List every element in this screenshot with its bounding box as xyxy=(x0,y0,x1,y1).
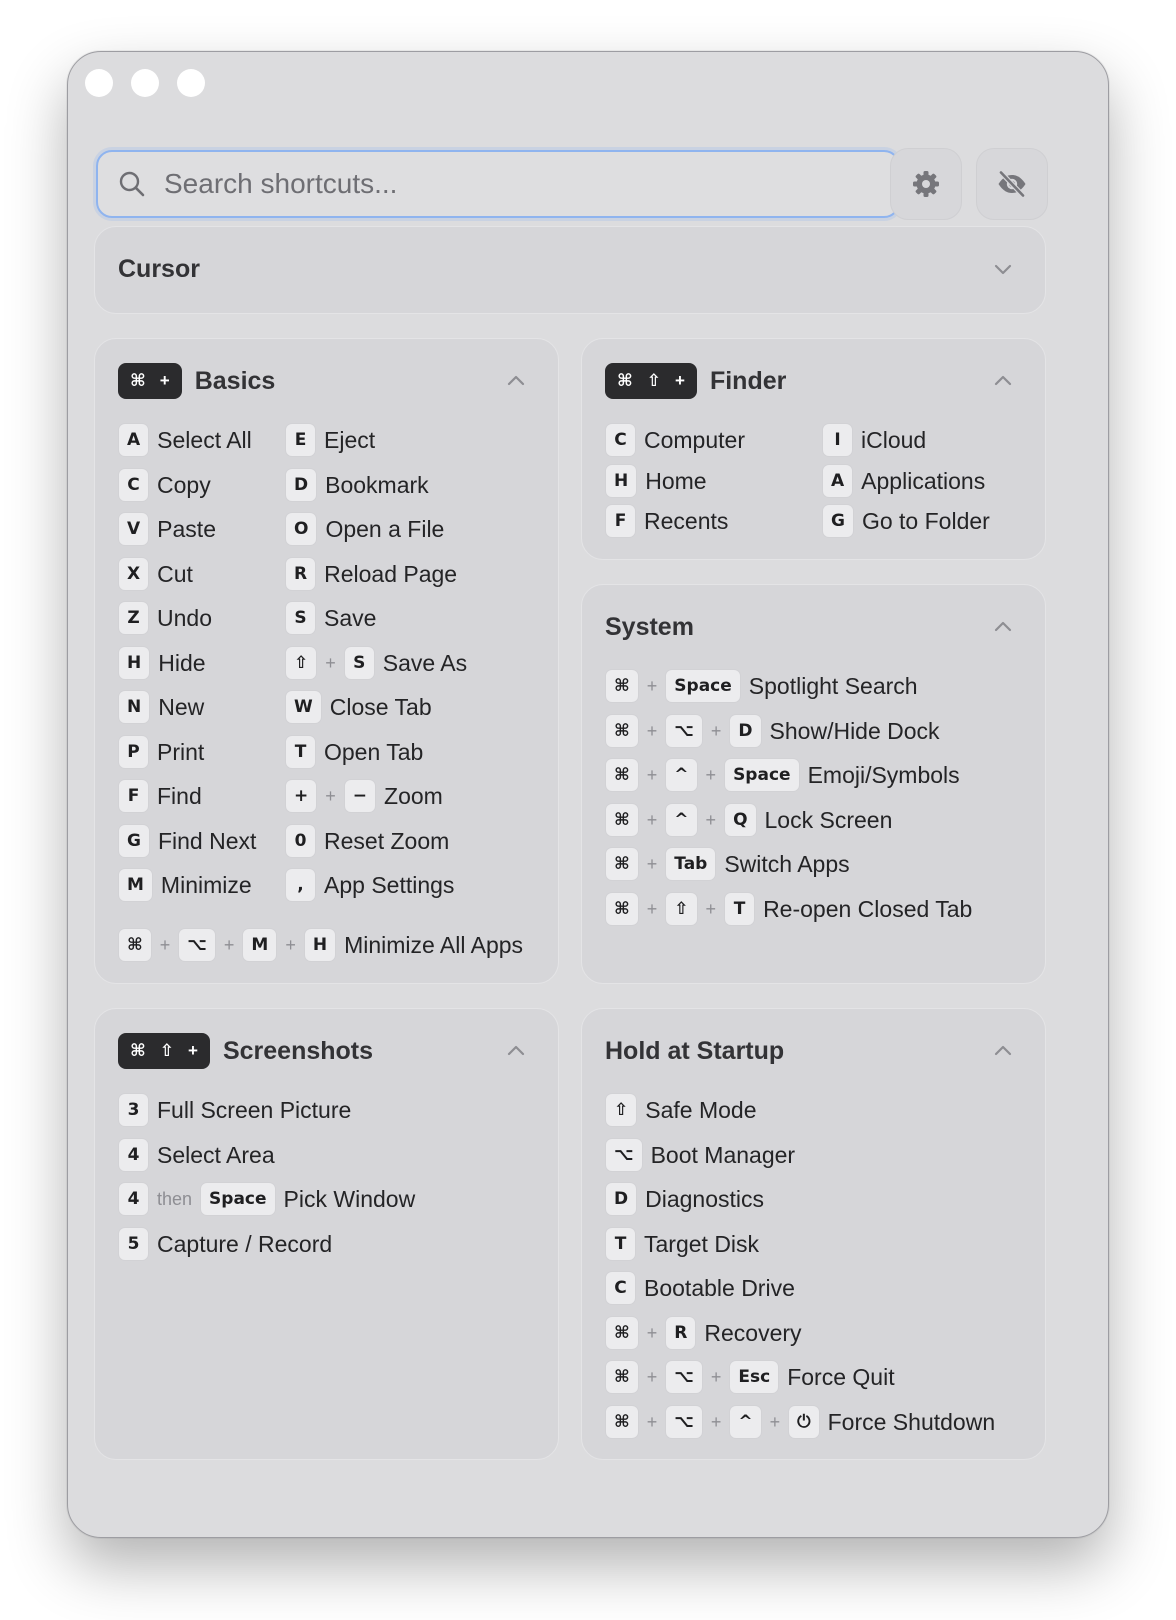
shortcut-label: Recovery xyxy=(704,1319,802,1346)
shortcut-label: Close Tab xyxy=(329,693,432,720)
shortcut-label: Computer xyxy=(644,426,745,453)
key-cap: S xyxy=(344,646,375,680)
shortcut-label: Bookmark xyxy=(325,471,429,498)
shortcut-row xyxy=(118,823,256,859)
key-cap: Z xyxy=(118,601,149,635)
shortcut-row xyxy=(118,927,523,963)
cursor-title: Cursor xyxy=(118,254,200,283)
shortcut-label: Select All xyxy=(157,426,252,453)
startup-title: Hold at Startup xyxy=(605,1036,785,1065)
key-cap: 5 xyxy=(118,1227,149,1261)
key-cap: 3 xyxy=(118,1093,149,1127)
key-cap: E xyxy=(285,423,316,457)
badge-key: + xyxy=(188,1041,198,1060)
key-cap: Q xyxy=(724,803,756,837)
shortcut-row xyxy=(605,1315,802,1351)
plus-separator: + xyxy=(325,785,336,806)
plus-separator: + xyxy=(705,898,717,919)
shortcut-row xyxy=(285,689,432,725)
shortcut-row xyxy=(285,467,429,503)
shortcut-row xyxy=(605,891,972,927)
zoom-window-button[interactable] xyxy=(177,69,205,97)
shortcut-label: Bootable Drive xyxy=(644,1274,795,1301)
key-cap: R xyxy=(665,1316,696,1350)
key-cap: ⌥ xyxy=(665,714,703,748)
key-cap: ⌥ xyxy=(665,1405,703,1439)
shortcut-label: Reset Zoom xyxy=(324,827,450,854)
startup-section xyxy=(581,1008,1046,1460)
key-cap: T xyxy=(724,892,755,926)
shortcut-label: Find xyxy=(157,782,202,809)
shortcut-row xyxy=(118,600,212,636)
plus-separator: + xyxy=(710,720,722,741)
screenshots-header[interactable] xyxy=(118,1031,528,1071)
chevron-up-icon[interactable] xyxy=(504,369,528,393)
basics-title: Basics xyxy=(194,366,276,395)
key-cap: ⌘ xyxy=(605,1405,639,1439)
key-cap: 4 xyxy=(118,1182,149,1216)
chevron-up-icon[interactable] xyxy=(991,369,1015,393)
key-cap: D xyxy=(285,468,317,502)
key-cap: ⌥ xyxy=(178,928,216,962)
shortcut-label: Reload Page xyxy=(324,560,458,587)
shortcut-row xyxy=(822,463,985,499)
plus-separator: + xyxy=(646,1411,658,1432)
shortcut-row xyxy=(118,734,204,770)
key-cap: A xyxy=(118,423,149,457)
shortcut-row xyxy=(605,1270,795,1306)
close-window-button[interactable] xyxy=(85,69,113,97)
badge-key: ⌘ xyxy=(617,371,633,390)
shortcut-row xyxy=(605,1226,759,1262)
shortcut-row xyxy=(118,556,193,592)
search-bar[interactable] xyxy=(96,150,900,218)
shortcut-label: Copy xyxy=(157,471,211,498)
key-cap: ⌘ xyxy=(605,847,639,881)
shortcut-row xyxy=(605,503,728,539)
shortcut-row xyxy=(605,757,960,793)
system-header[interactable] xyxy=(605,607,1015,647)
shortcut-label: iCloud xyxy=(861,426,927,453)
minimize-window-button[interactable] xyxy=(131,69,159,97)
key-cap: Space xyxy=(724,758,800,792)
key-cap: − xyxy=(344,779,376,813)
shortcut-label: Spotlight Search xyxy=(748,672,918,699)
shortcut-label: Find Next xyxy=(157,827,257,854)
key-cap: ⌥ xyxy=(605,1138,643,1172)
shortcut-row xyxy=(605,846,850,882)
system-title: System xyxy=(605,612,694,641)
plus-separator: + xyxy=(646,809,658,830)
plus-separator: + xyxy=(646,675,658,696)
shortcut-row xyxy=(822,422,926,458)
shortcut-row xyxy=(605,1404,995,1440)
shortcut-row xyxy=(118,511,216,547)
system-section xyxy=(581,584,1046,984)
shortcut-label: Go to Folder xyxy=(861,507,990,534)
then-separator: then xyxy=(157,1188,193,1209)
key-cap: H xyxy=(118,646,150,680)
shortcut-row xyxy=(605,463,707,499)
shortcut-label: Applications xyxy=(861,467,986,494)
shortcut-row xyxy=(605,713,940,749)
window-controls xyxy=(85,69,205,97)
shortcut-row xyxy=(118,1181,415,1217)
key-cap: ⌘ xyxy=(605,892,639,926)
plus-separator: + xyxy=(285,934,296,955)
shortcut-label: Capture / Record xyxy=(157,1230,333,1257)
shortcut-label: Undo xyxy=(157,604,212,631)
hide-button[interactable] xyxy=(976,148,1048,220)
plus-separator: + xyxy=(646,720,658,741)
shortcut-label: Cut xyxy=(157,560,193,587)
key-cap: ^ xyxy=(665,803,697,837)
eye-slash-icon xyxy=(996,168,1028,200)
shortcut-label: Zoom xyxy=(384,782,443,809)
shortcut-label: Target Disk xyxy=(644,1230,760,1257)
shortcut-row xyxy=(285,556,457,592)
shortcut-row xyxy=(118,645,206,681)
shortcut-row xyxy=(285,778,443,814)
shortcut-label: Re-open Closed Tab xyxy=(763,895,973,922)
shortcut-row xyxy=(118,1226,332,1262)
shortcut-label: Boot Manager xyxy=(650,1141,796,1168)
key-cap: , xyxy=(285,868,316,902)
plus-separator: + xyxy=(646,898,658,919)
shortcut-label: Full Screen Picture xyxy=(157,1096,352,1123)
shortcut-row xyxy=(605,422,745,458)
key-cap: 4 xyxy=(118,1138,149,1172)
key-cap: Tab xyxy=(665,847,716,881)
shortcut-label: Open a File xyxy=(325,515,445,542)
basics-section xyxy=(94,338,559,984)
plus-separator: + xyxy=(646,764,658,785)
key-cap: + xyxy=(285,779,317,813)
shortcut-row xyxy=(822,503,990,539)
key-cap: ^ xyxy=(665,758,697,792)
shortcut-row xyxy=(118,1137,275,1173)
shortcut-row xyxy=(285,422,375,458)
key-cap: Esc xyxy=(729,1360,779,1394)
key-cap: R xyxy=(285,557,316,591)
key-cap: C xyxy=(605,423,636,457)
shortcut-label: Safe Mode xyxy=(645,1096,757,1123)
key-cap: Space xyxy=(200,1182,276,1216)
shortcut-label: Save xyxy=(324,604,377,631)
key-cap: ⌘ xyxy=(605,803,639,837)
key-cap: O xyxy=(285,512,317,546)
key-cap: H xyxy=(605,464,637,498)
badge-key: ⌘ xyxy=(130,371,146,390)
plus-separator: + xyxy=(223,934,235,955)
startup-header[interactable] xyxy=(605,1031,1015,1071)
key-cap: ⇧ xyxy=(665,892,697,926)
key-cap: ⇧ xyxy=(285,646,317,680)
shortcut-label: Open Tab xyxy=(324,738,424,765)
basics-header[interactable] xyxy=(118,361,528,401)
shortcut-row xyxy=(605,802,892,838)
shortcut-row xyxy=(605,1137,795,1173)
key-cap: W xyxy=(285,690,322,724)
shortcut-label: Save As xyxy=(382,649,468,676)
shortcut-label: Switch Apps xyxy=(724,850,850,877)
shortcut-row xyxy=(285,823,449,859)
key-cap: ⌥ xyxy=(665,1360,703,1394)
shortcut-row xyxy=(605,668,918,704)
key-cap: ⇧ xyxy=(605,1093,637,1127)
key-cap: G xyxy=(822,504,854,538)
plus-separator: + xyxy=(325,652,336,673)
chevron-up-icon[interactable] xyxy=(991,615,1015,639)
shortcut-label: Lock Screen xyxy=(764,806,893,833)
key-cap: H xyxy=(304,928,336,962)
search-input[interactable] xyxy=(164,168,844,200)
chevron-up-icon[interactable] xyxy=(504,1039,528,1063)
key-cap: P xyxy=(118,735,149,769)
shortcut-row xyxy=(118,778,202,814)
key-cap: S xyxy=(285,601,316,635)
shortcut-row xyxy=(285,734,423,770)
shortcut-label: Home xyxy=(645,467,707,494)
key-cap: Space xyxy=(665,669,741,703)
key-cap: ⌘ xyxy=(605,758,639,792)
key-cap: ⌘ xyxy=(605,1316,639,1350)
screenshots-section xyxy=(94,1008,559,1460)
plus-separator: + xyxy=(159,934,171,955)
key-cap: G xyxy=(118,824,150,858)
badge-key: ⇧ xyxy=(159,1041,175,1060)
key-cap: F xyxy=(605,504,636,538)
shortcut-row xyxy=(118,867,252,903)
shortcut-label: Show/Hide Dock xyxy=(769,717,940,744)
shortcut-row xyxy=(285,867,454,903)
search-icon xyxy=(118,170,146,198)
chevron-down-icon[interactable] xyxy=(991,257,1015,281)
shortcut-label: Hide xyxy=(158,649,206,676)
finder-header[interactable] xyxy=(605,361,1015,401)
shortcut-row xyxy=(285,645,467,681)
key-cap: V xyxy=(118,512,149,546)
badge-key: ⇧ xyxy=(646,371,662,390)
shortcut-row xyxy=(605,1359,895,1395)
key-cap: N xyxy=(118,690,150,724)
plus-separator: + xyxy=(769,1411,781,1432)
key-cap: I xyxy=(822,423,853,457)
modifier-badge xyxy=(118,1033,210,1069)
shortcut-label: Eject xyxy=(324,426,376,453)
shortcuts-window xyxy=(67,51,1109,1538)
key-cap: ⌘ xyxy=(118,928,152,962)
plus-separator: + xyxy=(646,1366,658,1387)
shortcut-row xyxy=(118,467,211,503)
shortcut-label: Pick Window xyxy=(283,1185,416,1212)
shortcut-label: New xyxy=(158,693,205,720)
settings-button[interactable] xyxy=(890,148,962,220)
key-cap: T xyxy=(605,1227,636,1261)
shortcut-row xyxy=(285,511,444,547)
modifier-badge xyxy=(605,363,697,399)
shortcut-row xyxy=(118,1092,351,1128)
badge-key: + xyxy=(159,371,170,390)
gear-icon xyxy=(910,168,942,200)
shortcut-label: Print xyxy=(157,738,205,765)
shortcut-label: Force Quit xyxy=(787,1363,895,1390)
shortcut-label: App Settings xyxy=(324,871,455,898)
key-cap: C xyxy=(118,468,149,502)
badge-key: + xyxy=(675,371,685,390)
shortcut-label: Minimize xyxy=(160,871,252,898)
shortcut-label: Force Shutdown xyxy=(827,1408,996,1435)
shortcut-row xyxy=(605,1181,764,1217)
shortcut-row xyxy=(605,1092,757,1128)
modifier-badge xyxy=(118,363,182,399)
shortcut-row xyxy=(118,689,204,725)
cursor-header[interactable] xyxy=(118,249,1015,289)
key-cap: D xyxy=(729,714,761,748)
plus-separator: + xyxy=(705,764,717,785)
key-cap: C xyxy=(605,1271,636,1305)
plus-separator: + xyxy=(646,853,658,874)
shortcut-label: Paste xyxy=(157,515,216,542)
key-cap: ⌘ xyxy=(605,714,639,748)
finder-title: Finder xyxy=(709,366,787,395)
badge-key: ⌘ xyxy=(130,1041,146,1060)
shortcut-label: Diagnostics xyxy=(645,1185,765,1212)
key-cap: ⌘ xyxy=(605,1360,639,1394)
plus-separator: + xyxy=(710,1411,722,1432)
power-key: ⏻ xyxy=(788,1405,819,1439)
key-cap: F xyxy=(118,779,149,813)
shortcut-label: Minimize All Apps xyxy=(344,931,524,958)
key-cap: M xyxy=(242,928,277,962)
chevron-up-icon[interactable] xyxy=(991,1039,1015,1063)
key-cap: T xyxy=(285,735,316,769)
key-cap: D xyxy=(605,1182,637,1216)
screenshots-title: Screenshots xyxy=(222,1036,374,1065)
key-cap: 0 xyxy=(285,824,316,858)
key-cap: M xyxy=(118,868,153,902)
plus-separator: + xyxy=(710,1366,722,1387)
key-cap: A xyxy=(822,464,853,498)
shortcut-row xyxy=(118,422,252,458)
key-cap: ⌘ xyxy=(605,669,639,703)
key-cap: ^ xyxy=(729,1405,761,1439)
shortcut-label: Select Area xyxy=(157,1141,275,1168)
key-cap: X xyxy=(118,557,149,591)
finder-section xyxy=(581,338,1046,560)
plus-separator: + xyxy=(705,809,717,830)
cursor-section[interactable] xyxy=(94,226,1046,314)
shortcut-row xyxy=(285,600,376,636)
plus-separator: + xyxy=(646,1322,658,1343)
shortcut-label: Recents xyxy=(644,507,729,534)
shortcut-label: Emoji/Symbols xyxy=(807,761,960,788)
